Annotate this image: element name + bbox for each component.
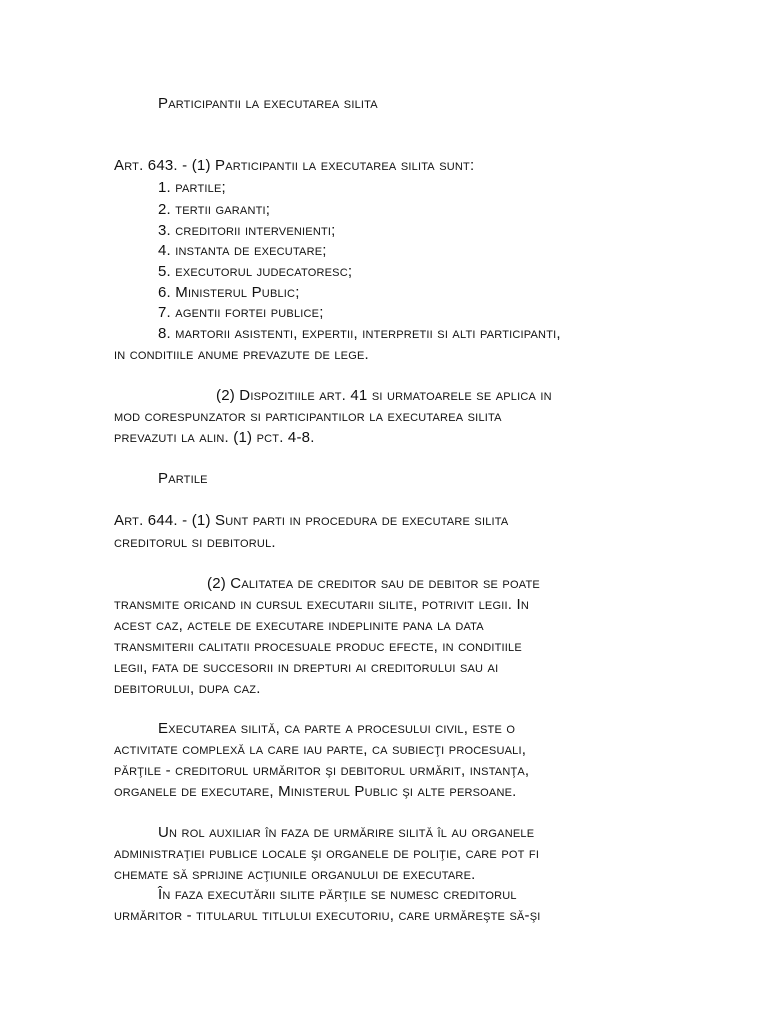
section-heading-partile: Partile <box>158 470 208 487</box>
paragraph-line: chemate să sprijine acţiunile organului de executare. <box>114 866 476 883</box>
list-item: 5. executorul judecatoresc; <box>158 263 353 280</box>
list-item: 6. Ministerul Public; <box>158 284 300 301</box>
paragraph-line: transmiterii calitatii procesuale produc efecte, in conditiile <box>114 638 522 655</box>
paragraph-line: În faza executării silite părţile se numesc creditorul <box>158 886 517 903</box>
paragraph-line: organele de executare, Ministerul Public şi alte persoane. <box>114 783 517 800</box>
list-item: 4. instanta de executare; <box>158 242 327 259</box>
paragraph-line: activitate complexă la care iau parte, ca subiecţi procesuali, <box>114 741 527 758</box>
paragraph-line: prevazuti la alin. (1) pct. 4-8. <box>114 429 315 446</box>
list-item: 2. tertii garanti; <box>158 201 271 218</box>
paragraph-line: mod corespunzator si participantilor la executarea silita <box>114 408 502 425</box>
paragraph-line: părţile - creditorul urmăritor şi debitorul urmărit, instanţa, <box>114 762 530 779</box>
paragraph-line: (2) Calitatea de creditor sau de debitor se poate <box>207 575 540 592</box>
paragraph-line: acest caz, actele de executare indeplinite pana la data <box>114 617 484 634</box>
list-item: 7. agentii fortei publice; <box>158 304 324 321</box>
paragraph-line: creditorul si debitorul. <box>114 534 276 551</box>
paragraph-line: transmite oricand in cursul executarii silite, potrivit legii. In <box>114 596 529 613</box>
paragraph-line: urmăritor - titularul titlului executoriu, care urmăreşte să-şi <box>114 907 541 924</box>
list-item: 8. martorii asistenti, expertii, interpretii si alti participanti, <box>158 325 561 342</box>
paragraph-line: debitorului, dupa caz. <box>114 680 261 697</box>
list-item: 3. creditorii intervenienti; <box>158 222 336 239</box>
paragraph-line: administraţiei publice locale şi organele de poliţie, care pot fi <box>114 845 540 862</box>
paragraph-line: in conditiile anume prevazute de lege. <box>114 346 369 363</box>
list-item: 1. partile; <box>158 179 226 196</box>
paragraph-line: (2) Dispozitiile art. 41 si urmatoarele se aplica in <box>216 387 552 404</box>
paragraph-line: Un rol auxiliar în faza de urmărire silită îl au organele <box>158 824 535 841</box>
paragraph-line: legii, fata de succesorii in drepturi ai creditorului sau ai <box>114 659 499 676</box>
article-644-heading: Art. 644. - (1) Sunt parti in procedura de executare silita <box>114 512 509 529</box>
paragraph-line: Executarea silită, ca parte a procesului civil, este o <box>158 720 516 737</box>
section-heading-participants: Participantii la executarea silita <box>158 95 378 112</box>
article-643-heading: Art. 643. - (1) Participantii la executarea silita sunt: <box>114 157 475 174</box>
